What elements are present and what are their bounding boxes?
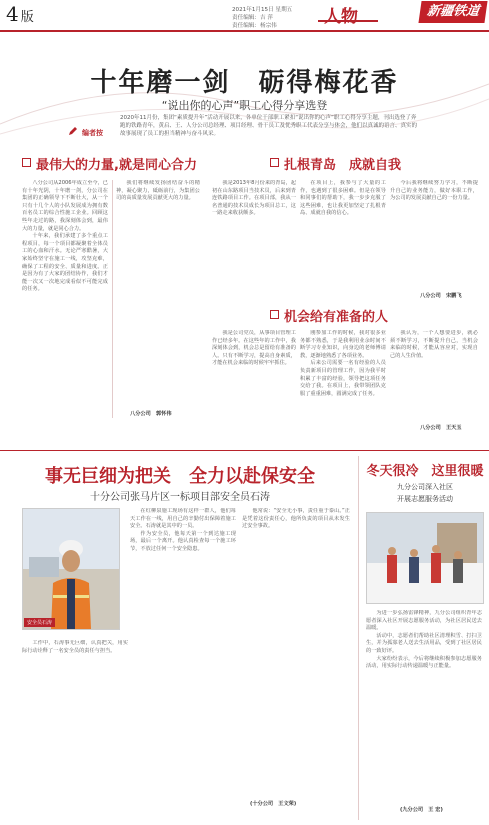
page-number: 4 版 (6, 2, 34, 26)
section3-para-1: 我是公司党员，从事项目管理工作已经多年。在这些年的工作中，我深刻体会到，机会总是留给有准备的人。只有不断学习，提高自身素质，才能在机会来临的时候牢牢抓住。 (212, 330, 296, 367)
section-name: 人物 (324, 7, 358, 27)
section-rule (0, 450, 489, 451)
editor-line-2: 责任编辑：杨宗伟 (232, 23, 277, 29)
main-headline: 十年磨一剑 砺得梅花香 (90, 68, 399, 98)
side-subheadline-2: 开展志愿服务活动 (397, 495, 453, 503)
bottom-column-1 (130, 508, 236, 640)
section3-column-2 (300, 330, 386, 440)
section1-byline: 八分公司 郭怀伟 (130, 411, 172, 417)
side-para-1: 为进一步弘扬雷锋精神，九分公司组织青年志愿者深入社区开展志愿服务活动，为社区居民送去温暖。 (366, 610, 482, 632)
worker-photo-illustration (23, 509, 119, 629)
side-subheadline: 九分公司深入社区 (397, 483, 453, 491)
bottom-subheadline: 十分公司张马片区一标项目部安全员石涛 (90, 492, 270, 503)
section2-column-3 (390, 180, 478, 280)
section3-para-2: 刚参加工作的时候，我对很多业务都不熟悉，于是我利用业余时间不断学习专业知识，向身边的老师傅请教，逐渐地熟悉了各项业务。 (300, 330, 386, 359)
section3-para-4: 我认为，一个人想要进步，就必须不断学习，不断提升自己，当机会来临的时候，才能从容应对，实现自己的人生价值。 (390, 330, 478, 359)
section1-column-2 (116, 180, 200, 410)
main-subheadline: “说出你的心声”职工心得分享选登 (161, 99, 328, 112)
header-rule (0, 30, 489, 32)
newspaper-logo: 新疆铁道 (418, 1, 487, 23)
section-marker-icon (270, 158, 279, 167)
section3-column-1 (212, 330, 296, 440)
section2-byline: 八分公司 宋鹏飞 (420, 293, 462, 299)
section2-column-2 (300, 180, 386, 298)
section3-heading: 机会给有准备的人 (284, 310, 389, 325)
side-para-3: 大家纷纷表示，今后将继续积极参加志愿服务活动，用实际行动传递温暖与正能量。 (366, 655, 482, 670)
pen-icon (68, 126, 78, 136)
editor-line-1: 责任编辑：吉 萍 (232, 15, 273, 21)
section2-para-1: 我是2013年8月份来的青岛，起初在山东路项目当技术员，后来到青连铁路项目工作。在项目部，我从一名普通的技术员成长为项目总工，这一路走来收获颇多。 (212, 180, 296, 217)
worker-photo (22, 508, 120, 630)
issue-meta (232, 6, 312, 30)
section2-column-1 (212, 180, 296, 298)
bottom-column-2 (242, 508, 350, 640)
section1-para-1: 八分公司从2006年成立至今，已有十年光阴，十年磨一剑，分公司在集团的正确领导下不断壮大，从一个只有十几个人的小队发展成为拥有数百名员工的综合性施工企业。回顾这些年走过的路，我深刻体会到，最伟大的力量，就是同心合力。 (22, 180, 108, 232)
side-headline: 冬天很冷 这里很暖 (366, 464, 484, 479)
photo-caption-badge: 安全员石涛 (24, 618, 55, 627)
column-divider (358, 456, 359, 820)
section1-heading: 最伟大的力量,就是同心合力 (36, 158, 197, 173)
bottom-headline: 事无巨细为把关 全力以赴保安全 (45, 466, 315, 487)
section3-para-3: 后来公司需要一名有经验的人员负责新项目的管理工作，因为我平时积累了丰富的经验，领导把这项任务交给了我。在项目上，我带领团队克服了重重困难，圆满完成了任务。 (300, 360, 386, 397)
editor-note-label: 编者按 (82, 129, 103, 137)
issue-date: 2021年1月15日 星期五 (232, 7, 293, 13)
column-divider (112, 180, 113, 418)
section1-column-1 (22, 180, 108, 418)
bottom-para-2: 作为安全员，他每天第一个到达施工现场，最后一个离开。他认真检查每一个施工环节，不放过任何一个安全隐患。 (130, 530, 236, 552)
section1-para-2: 十年来，我们承建了多个重点工程项目，每一个项目都凝聚着全体员工的心血和汗水。无论严寒酷暑，大家始终坚守在施工一线，攻坚克难，确保了工程的安全、质量和进度。正是因为有了大家的团结协作，我们才能一次又一次地完成看似不可能完成的任务。 (22, 233, 108, 293)
section3-column-3 (390, 330, 478, 422)
side-byline: (九分公司 王 宏) (400, 807, 443, 813)
section-marker-icon (270, 310, 279, 319)
bottom-para-4: 工作中，石涛事无巨细，认真把关，用实际行动诠释了一名安全员的责任与担当。 (22, 640, 128, 654)
section1-para-3: 我们将继续发扬团结奋斗的精神，凝心聚力，砥砺前行，为集团公司的高质量发展贡献更大的力量。 (116, 180, 200, 202)
bottom-column-3 (22, 640, 128, 810)
section2-heading: 扎根青岛 成就自我 (284, 158, 402, 173)
side-column (366, 610, 482, 800)
section3-byline: 八分公司 王天玉 (420, 425, 462, 431)
side-para-2: 活动中，志愿者们帮助社区清理积雪、打扫卫生，并为孤寡老人送去生活用品，受到了社区居民的一致好评。 (366, 632, 482, 654)
volunteer-photo-illustration (367, 513, 483, 603)
section2-para-3: 今后我将继续努力学习，不断提升自己的业务能力，做好本职工作，为公司的发展贡献自己的一份力量。 (390, 180, 478, 202)
bottom-para-3: 他常说：“安全无小事，责任重于泰山。”正是凭着这份责任心，他所负责的项目从未发生过安全事故。 (242, 508, 350, 530)
bottom-byline: (十分公司 王文荣) (250, 801, 297, 807)
section2-para-2: 在项目上，我参与了大量的工作，也遇到了很多困难。但是在领导和同事们的帮助下，我一步步克服了这些困难，也让我更加坚定了扎根青岛、成就自我的信心。 (300, 180, 386, 217)
lead-paragraph: 2020年11月份，集团“素质提升年”活动开展以来，各单位干部职工紧扣“说出你的心声”职工心得分享主题，刊出选登了奔跑的铁路青年，黄启、王、人分公司总经理、项目经理、骨干员工及优秀职工代表分享与体会，他们以真诚的语言、真实的故事展现了员工的担当精神与奋斗风采。 (120, 115, 418, 137)
bottom-para-1: 在红柳泉施工现场有这样一群人，他们每天工作在一线，用自己的辛勤付出保障着施工安全。石涛就是其中的一员。 (130, 508, 236, 530)
section-marker-icon (22, 158, 31, 167)
volunteer-photo (366, 512, 484, 604)
